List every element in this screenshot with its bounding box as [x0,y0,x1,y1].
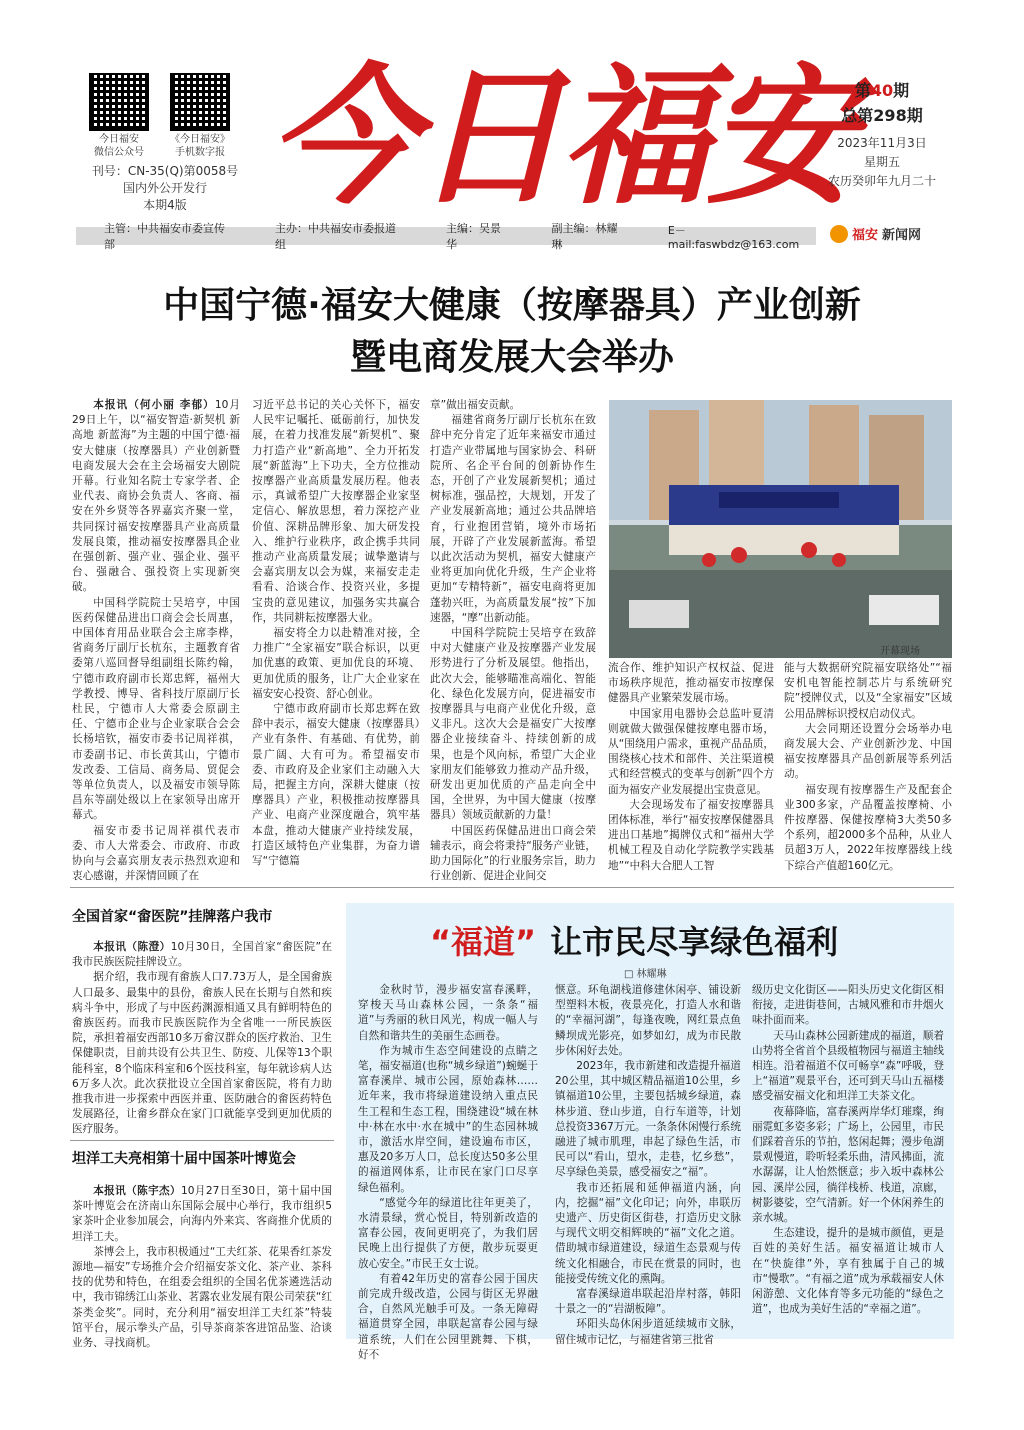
qr-caption: 微信公众号 [94,147,144,158]
newspaper-logo: 今日福安 [268,49,853,225]
sponsor: 主管：中共福安市委宣传部 [104,222,225,251]
paragraph: “感觉今年的绿道比往年更美了，水清景绿，赏心悦目，特别新改造的富春公园，夜间更明亮了，为我们居民晚上出行提供了方便，散步玩耍更放心安全。”市民王女士说。 [358,1196,538,1270]
paragraph: 环阳头岛休闲步道延续城市文脉，留住城市记忆，与福建省第三批省 [555,1318,741,1346]
paragraph: 生态建设，提升的是城市颜值，更是百姓的美好生活。福安福道让城市人在“快旋律”外，享有独属于自己的城市“慢歌”。“有福之道”成为承载福安人休闲游憩、文化体育等多元功能的“绿色之道”，也成为美好生活的“幸福之道”。 [752,1227,944,1316]
news-site-logo[interactable] [830,224,921,243]
issue-number: 第40期 [854,81,910,100]
story-title: 坦洋工夫亮相第十届中国茶叶博览会 [72,1151,296,1167]
story-title: 全国首家“畲医院”挂牌落户我市 [72,909,273,925]
paragraph: 我市还拓展和延伸福道内涵，向内，挖掘“福”文化印记；向外，串联历史遗产、历史街区街巷，打造历史文脉与现代文明交相辉映的“福”文化之道。借助城市绿道建设，绿道生态景观与传统文化相融合，市民在赏景的同时，也能接受传统文化的熏陶。 [555,1181,741,1285]
byline: 本报讯（何小丽 李郁） [93,399,215,411]
photo-caption: 开幕现场 [880,646,920,657]
qr-wechat[interactable] [89,73,149,159]
paragraph: 天马山森林公园新建成的福道，顺着山势将全省首个县级植物园与福道主轴线相连。沿着福道不仅可畅享“森”呼吸，登上“福道”观景平台，还可到天马山五福楼感受福安福文化和坦洋工夫茶文化。 [752,1029,944,1103]
paragraph: 宁德市政府副市长郑忠辉在致辞中表示，福安大健康（按摩器具）产业有条件、有基础、有优势，前景广阔、大有可为。希望福安市委、市政府及企业家们主动融入大局，把握主方向，深耕大健康（按摩器具）产业，积极推动按摩器具产业、电商产业深度融合，筑牢基本盘，推动大健康产业持续发展，打造区域特色产业集群，为奋力谱写“宁德篇 [252,703,420,868]
byline: 本报讯（陈宇杰） [93,1185,182,1197]
paragraph: 流合作、维护知识产权权益、促进市场秩序规范，推动福安市按摩保健器具产业繁荣发展市场。 [608,662,774,705]
lead-headline [60,280,964,384]
paragraph: 福建省商务厅副厅长杭东在致辞中充分肯定了近年来福安市通过打造产业带属地与国家协会、科研院所、名企平台间的创新协作生态，开创了产业发展新契机；通过树标准，强品控，大规划，开发了产业发展新高地；通过公共品牌培育，行业抱团营销，境外市场拓展，开辟了产业发展新蓝海。希望以此次活动为契机，福安大健康产业将更加向优化升级，生产企业将更加“专精特新”，福安电商将更加蓬勃兴旺，为高质量发展“按”下加速器，“摩”出新动能。 [430,414,596,624]
lead-column-4 [608,661,774,874]
paragraph: 10月30日，全国首家“畲医院”在我市民族医院挂牌设立。 [72,941,333,969]
paragraph: 能与大数据研究院福安联络处”“福安机电智能控制芯片与系统研究院”授牌仪式，以及“全家福安”区域公用品牌标识授权启动仪式。 [784,662,952,720]
logo-net: 新闻网 [882,228,922,243]
weekday: 星期五 [863,155,900,169]
total-issue: 总第298期 [841,106,923,125]
paragraph: 福安市委书记周祥祺代表市委、市人大常委会、市政府、市政协向与会嘉宾朋友表示热烈欢迎和衷心感谢，并深情回顾了在 [72,824,240,883]
serial-number: 刊号：CN-35(Q)第0058号 [91,164,239,178]
headline-line: 暨电商发展大会举办 [349,337,674,378]
feature-column-1 [358,983,538,1363]
qr-caption: 手机数字报 [175,147,225,158]
paragraph: 富春溪绿道串联起沿岸村落，韩阳十景之一的“岩湖板障”。 [555,1288,741,1316]
issue-info [812,78,952,191]
qr-mobile[interactable] [170,73,230,159]
lead-column-3 [430,398,596,885]
photo-illustration [609,400,952,658]
section-divider [70,887,954,888]
story-body [72,1184,332,1351]
paragraph: 福安现有按摩器生产及配套企业300多家，产品覆盖按摩椅、小件按摩器、保健按摩椅3大类50多个系列，超2000多个品种，从业人员超3万人，2022年按摩器线上线下综合产值超160亿元。 [784,783,952,872]
paragraph: 中国医药保健品进出口商会荣辅表示，商会将秉持“服务产业链，助力国际化”的行业服务宗旨，助力行业创新、促进企业间交 [430,824,596,883]
paragraph: 中国科学院院士吴培亨在致辞中对大健康产业及按摩器产业发展形势进行了分析及展望。他指出，此次大会，能够瞄准高端化、智能化、绿色化发展方向，促进福安市按摩器具与电商产业优化升级，意义非凡。这次大会是福安广大按摩器企业接续奋斗、持续创新的成果，也是个风向标，希望广大企业家朋友们能够致力推动产品升级，研发出更加优质的产品走向全中国，全世界，为中国大健康（按摩器具）领域贡献新的力量！ [430,627,596,822]
paragraph: 有着42年历史的富春公园于国庆前完成升级改造，公园与街区无界融合，自然风光触手可及。一条无障碍福道贯穿全园，串联起富春公园与绿道系统，人们在公园里跳舞、下棋，好不 [358,1272,538,1361]
paragraph: 中国家用电器协会总监叶夏清则就做大做强保健按摩电器市场，从“围绕用户需求，重视产品品质，围绕核心技术和部件、关注渠道模式和经营模式的变革与创新”四个方面为福安产业发展提出宝贵意见。 [608,707,774,796]
chief-editor: 主编：吴景华 [445,222,501,251]
feature-title-highlight: “福道” [430,923,537,961]
headline-line: 中国宁德·福安大健康（按摩器具）产业创新 [163,285,861,326]
feature-title-rest: 让市民尽享绿色福利 [550,923,839,961]
qr-code-icon [170,73,230,131]
paragraph: 福安将全力以赴精准对接，全力推广“全家福安”联合标识，以更加优惠的政策、更加优良的环境、更加优质的服务，让广大企业家在福安安心投资、舒心创业。 [252,627,420,700]
paragraph: 2023年，我市新建和改造提升福道20公里，其中城区精品福道10公里，乡镇福道10公里，主要包括城乡绿道，森林步道、登山步道，自行车道等，计划总投资3367万元。一条条休闲慢行系统融进了城市肌理，串起了绿色生活，市民可以“看山，望水，走巷，忆乡愁”，尽享绿色美景，感受福安之“福”。 [555,1060,741,1179]
paragraph: 中国科学院院士吴培亨，中国医药保健品进出口商会会长周惠，中国体育用品业联合会主席李桦，省商务厅副厅长杭东，主题教育省委第八巡回督导组副组长陈约翰，宁德市政府副市长郑忠辉，福州大学教授、博导、省科技厅原副厅长杜民，宁德市人大常委会原副主任、宁德市企业与企业家联合会会长杨培钦，福安市委书记周祥祺，市委副书记、市长黄其山，宁德市发改委、工信局、商务局、贸促会等单位负责人，以及福安市领导陈昌东等副处级以上在家领导出席开幕式。 [72,596,240,822]
lead-column-2 [252,398,420,869]
section-divider [70,1140,334,1141]
paragraph: 茶博会上，我市积极通过“工夫红茶、花果香红茶发源地—福安”专场推介会介绍福安茶文化、茶产业、茶科技的优势和特色，在组委会组织的全国名优茶遴选活动中，我市锦绣江山茶业、茗露农业发展有限公司荣获“红茶类金奖”。同时，充分利用“福安坦洋工夫红茶”特装馆平台，展示拳头产品，引导茶商茶客进馆品鉴、洽谈业务、寻找商机。 [72,1245,332,1350]
paragraph: 章”做出福安贡献。 [430,399,521,411]
page-count: 本期4版 [143,198,187,212]
logo-icon [830,225,848,243]
issue-date: 2023年11月3日 [837,136,927,150]
qr-caption: 今日福安 [99,134,139,145]
paragraph: 大会同期还设置分会场举办电商发展大会、产业创新沙龙、中国福安按摩器具产品创新展等系列活动。 [784,722,952,781]
deputy-editor: 副主编：林耀琳 [551,222,618,251]
lunar-date: 农历癸卯年九月二十 [827,174,936,188]
paragraph: 金秋时节，漫步福安富春溪畔，穿梭天马山森林公园，一条条“福道”与秀丽的秋日风光，构成一幅人与自然和谐共生的美丽生态画卷。 [358,984,538,1042]
paragraph: 级历史文化街区——阳头历史文化街区相衔接，走进街巷间，古城风雅和市井烟火味扑面而来。 [752,984,944,1027]
masthead-bar [76,222,816,251]
paragraph: 夜幕降临，富春溪两岸华灯璀璨，绚丽霓虹多姿多彩；广场上，公园里，市民们踩着音乐的节拍，悠闲起舞；漫步龟湖景观慢道，聆听轻柔乐曲，清风拂面，流水潺潺，让人怡然惬意；步入坂中森林公园、溪岸公园，徜徉栈桥、栈道，凉廊，树影婆娑，空气清新。好一个休闲养生的亲水城。 [752,1105,944,1225]
paragraph: 10月27日至30日，第十届中国茶叶博览会在济南山东国际会展中心举行，我市组织5家茶叶企业参加展会，向海内外来宾、客商推介优质的坦洋工夫。 [72,1185,332,1243]
paragraph: 据介绍，我市现有畲族人口7.73万人，是全国畲族人口最多、最集中的县份，畲族人民在长期与自然和疾病斗争中，形成了与中医药渊源相通又具有鲜明特色的畲族医药。而我市民族医院作为全省唯一一所民族医院，承担着福安西部10多万畲汉群众的医疗救治、卫生保健职责，目前共设有公共卫生、防疫、儿保等13个职能科室，8个临床科室和6个医技科室，每年就诊病人达6万多人次。此次获批设立全国首家畲医院，将有力助推我市进一步探索中西医并重、医防融合的畲医药特色发展路径，让畲乡群众在家门口就能享受到更加优质的医疗服务。 [72,971,332,1136]
feature-title [430,917,838,963]
distribution: 国内外公开发行 [122,181,207,195]
logo-brand: 福安 [852,228,879,243]
paragraph: 作为城市生态空间建设的点睛之笔，福安福道(也称“城乡绿道”)蜿蜒于富春溪岸、城市公园，原始森林……近年来，我市将绿道建设纳入重点民生工程和生态工程，围绕建设“城在林中·林在水中·水在城中”的生态园林城市，激活水岸空间，建设遍布市区，惠及20多万人口，总长度达50多公里的福道网体系，让市民在家门口尽享绿色福利。 [358,1044,538,1194]
paragraph: 大会现场发布了福安按摩器具团体标准，举行“福安按摩保健器具进出口基地”揭牌仪式和“福州大学机械工程及自动化学院教学实践基地”“中科大合肥人工智 [608,798,774,872]
lead-column-1 [72,398,240,885]
paragraph: 惬意。环龟湖栈道修建休闲亭、铺设新型塑料木板，夜景亮化，打造人水和谐的“幸福河湖”，每逢夜晚，网红景点鱼鳞坝成光影亮，如梦如幻，成为市民散步休闲好去处。 [555,984,741,1057]
paragraph: 习近平总书记的关心关怀下，福安人民牢记嘱托、砥砺前行，加快发展，在着力找准发展“新契机”、聚力打造产业“新高地”、全力开拓发展“新蓝海”上下功夫，全方位推动按摩器产业高质量发展历程。他表示，真诚希望广大按摩器企业家坚定信心、解放思想，着力深挖产业价值、深耕品牌形象、加大研发投入、维护行业秩序，政企携手共同推动产业高质量发展；诚挚邀请与会嘉宾朋友以会为媒，来福安走走看看、洽谈合作、投资兴业，多提宝贵的意见建议，加强务实共赢合作，共同耕耘按摩器大业。 [252,399,420,624]
qr-caption: 《今日福安》 [170,134,230,145]
feature-author: □ 林耀琳 [624,969,667,980]
email[interactable]: E－mail:faswbdz@163.com [667,223,800,251]
lead-column-5 [784,661,952,874]
byline: 本报讯（陈澄） [93,941,171,953]
publication-info [70,163,260,214]
opening-ceremony-photo [609,400,952,658]
organizer: 主办：中共福安市委报道组 [274,222,396,251]
qr-code-icon [89,73,149,131]
paragraph: 10月29日上午，以“福安智造·新契机 新高地 新蓝海”为主题的中国宁德·福安大健康（按摩器具）产业创新暨电商发展大会在主会场福安大剧院开幕。行业知名院士专家学者、企业代表、商协会负责人、客商、福安在外乡贤等各界嘉宾齐聚一堂，共同探讨福安按摩器具产业高质量发展良策，推动福安按摩器具企业在强创新、强产业、强企业、强平台、强融合、强投资上实现新突破。 [72,399,241,594]
story-body [72,940,332,1138]
feature-column-3 [752,983,944,1317]
feature-column-2 [555,983,741,1348]
